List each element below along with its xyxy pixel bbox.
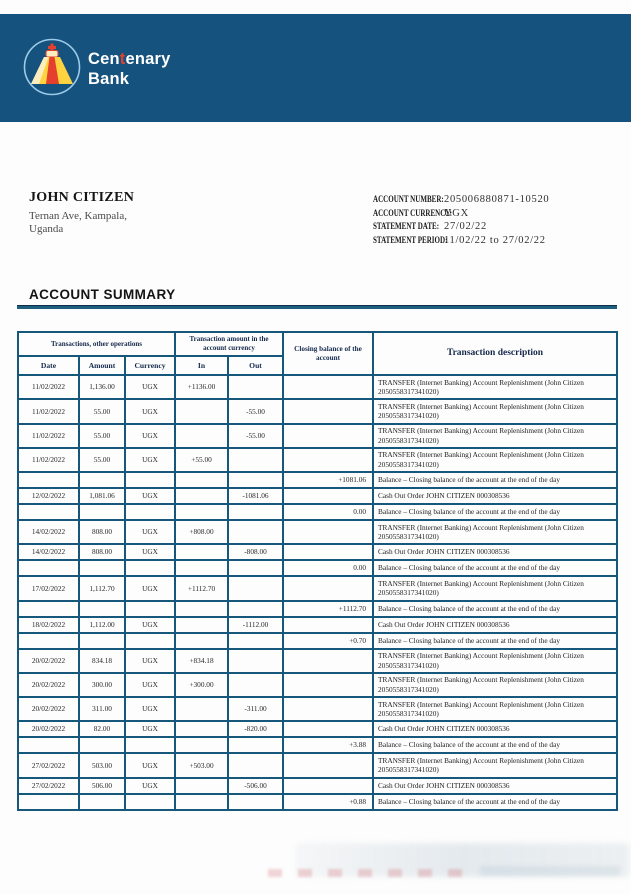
cell-amount: 300.00	[79, 673, 125, 697]
cell-closing-balance	[283, 399, 373, 423]
transaction-row	[18, 649, 617, 673]
cell-amount: 1,081.06	[79, 488, 125, 504]
detail-label: ACCOUNT NUMBER:	[373, 195, 444, 205]
cell-description: TRANSFER (Internet Banking) Account Replenishment (John Citizen 2050558317341020)	[373, 375, 617, 399]
bank-wordmark-line2: Bank	[88, 70, 130, 88]
cell-currency	[125, 504, 175, 520]
cell-in	[175, 560, 228, 576]
cell-amount: 82.00	[79, 721, 125, 737]
cell-in: +834.18	[175, 649, 228, 673]
cell-description: TRANSFER (Internet Banking) Account Replenishment (John Citizen 2050558317341020)	[373, 649, 617, 673]
cell-in: +1112.70	[175, 576, 228, 600]
transaction-row	[18, 601, 617, 617]
cell-currency: UGX	[125, 673, 175, 697]
cell-closing-balance	[283, 576, 373, 600]
cell-out	[228, 649, 283, 673]
transaction-row	[18, 472, 617, 488]
cell-out	[228, 633, 283, 649]
cell-in	[175, 737, 228, 753]
cell-amount: 1,136.00	[79, 375, 125, 399]
detail-label: STATEMENT PERIOD:	[373, 235, 448, 246]
bank-wordmark-line1	[88, 49, 171, 69]
cell-date	[18, 560, 79, 576]
transaction-row	[18, 448, 617, 472]
wordmark-post: enary	[125, 50, 171, 68]
cell-currency: UGX	[125, 488, 175, 504]
cell-date: 14/02/2022	[18, 520, 79, 544]
cell-in: +55.00	[175, 448, 228, 472]
transaction-row	[18, 520, 617, 544]
cell-description: TRANSFER (Internet Banking) Account Replenishment (John Citizen 2050558317341020)	[373, 753, 617, 777]
cell-date: 20/02/2022	[18, 721, 79, 737]
scan-artifact-gray-strip	[480, 866, 620, 876]
cell-currency	[125, 601, 175, 617]
header-amount-group: Transaction amount in the account currency	[175, 332, 283, 356]
cell-description: TRANSFER (Internet Banking) Account Replenishment (John Citizen 2050558317341020)	[373, 424, 617, 448]
cell-in	[175, 472, 228, 488]
detail-label: STATEMENT DATE:	[373, 222, 440, 232]
cell-currency	[125, 794, 175, 810]
cell-in	[175, 633, 228, 649]
cell-description: Balance – Closing balance of the account at the end of the day	[373, 560, 617, 576]
cell-amount: 311.00	[79, 697, 125, 721]
cell-currency: UGX	[125, 778, 175, 794]
transaction-row	[18, 504, 617, 520]
section-title: ACCOUNT SUMMARY	[29, 287, 176, 302]
account-holder-name: JOHN CITIZEN	[29, 190, 135, 205]
cell-currency: UGX	[125, 448, 175, 472]
cell-closing-balance	[283, 488, 373, 504]
cell-description: Balance – Closing balance of the account at the end of the day	[373, 633, 617, 649]
cell-closing-balance	[283, 697, 373, 721]
cell-description: TRANSFER (Internet Banking) Account Replenishment (John Citizen 2050558317341020)	[373, 576, 617, 600]
cell-out	[228, 448, 283, 472]
cell-in	[175, 794, 228, 810]
cell-currency: UGX	[125, 399, 175, 423]
account-detail-row	[373, 221, 623, 235]
cell-out: -506.00	[228, 778, 283, 794]
transaction-row	[18, 617, 617, 633]
cell-amount	[79, 560, 125, 576]
cell-in	[175, 617, 228, 633]
cell-description: TRANSFER (Internet Banking) Account Replenishment (John Citizen 2050558317341020)	[373, 448, 617, 472]
cell-amount	[79, 504, 125, 520]
cell-date	[18, 472, 79, 488]
cell-out	[228, 753, 283, 777]
cell-description: Balance – Closing balance of the account at the end of the day	[373, 472, 617, 488]
cell-in	[175, 504, 228, 520]
cell-description: Cash Out Order JOHN CITIZEN 000308536	[373, 721, 617, 737]
cell-in: +1136.00	[175, 375, 228, 399]
cell-description: Cash Out Order JOHN CITIZEN 000308536	[373, 778, 617, 794]
cell-currency	[125, 737, 175, 753]
cell-out	[228, 375, 283, 399]
cell-amount: 1,112.00	[79, 617, 125, 633]
centenary-bank-logo	[21, 36, 83, 98]
cell-date: 20/02/2022	[18, 673, 79, 697]
cell-closing-balance	[283, 721, 373, 737]
address-line-2: Uganda	[29, 223, 64, 235]
account-detail-row	[373, 208, 623, 222]
header-out: Out	[228, 356, 283, 375]
transaction-row	[18, 399, 617, 423]
transaction-row	[18, 673, 617, 697]
cell-closing-balance: 0.00	[283, 560, 373, 576]
table-header-group-row	[18, 332, 617, 356]
bank-wordmark	[88, 49, 171, 89]
transaction-row	[18, 633, 617, 649]
transactions-body	[18, 375, 617, 810]
cell-date: 18/02/2022	[18, 617, 79, 633]
cell-closing-balance: +3.88	[283, 737, 373, 753]
detail-value: 27/02/22	[444, 221, 487, 232]
account-details	[373, 194, 623, 248]
section-divider	[17, 305, 617, 309]
cell-currency: UGX	[125, 649, 175, 673]
cell-closing-balance	[283, 673, 373, 697]
cell-closing-balance: +1112.70	[283, 601, 373, 617]
transaction-row	[18, 576, 617, 600]
cell-in	[175, 601, 228, 617]
wordmark-accent: t	[119, 50, 126, 68]
header-band	[0, 14, 631, 122]
header-transactions-group: Transactions, other operations	[18, 332, 175, 356]
cell-out: -808.00	[228, 544, 283, 560]
cell-in: +808.00	[175, 520, 228, 544]
cell-description: TRANSFER (Internet Banking) Account Replenishment (John Citizen 2050558317341020)	[373, 399, 617, 423]
transaction-row	[18, 424, 617, 448]
wordmark-pre: Cen	[88, 50, 120, 68]
cell-amount: 1,112.70	[79, 576, 125, 600]
cell-in	[175, 488, 228, 504]
cell-closing-balance	[283, 617, 373, 633]
cell-currency	[125, 472, 175, 488]
cell-date	[18, 794, 79, 810]
cell-description: Balance – Closing balance of the account at the end of the day	[373, 504, 617, 520]
cell-out: -55.00	[228, 399, 283, 423]
cell-closing-balance	[283, 448, 373, 472]
cell-amount	[79, 633, 125, 649]
header-closing-balance: Closing balance of the account	[283, 332, 373, 375]
account-holder-block	[29, 190, 134, 236]
cell-date	[18, 601, 79, 617]
cell-out	[228, 673, 283, 697]
cell-closing-balance	[283, 424, 373, 448]
cell-closing-balance: +0.88	[283, 794, 373, 810]
cell-out: -1081.06	[228, 488, 283, 504]
account-holder-address	[29, 210, 134, 236]
cell-out	[228, 794, 283, 810]
transaction-row	[18, 697, 617, 721]
cell-amount: 55.00	[79, 448, 125, 472]
cell-in	[175, 399, 228, 423]
cell-date: 11/02/2022	[18, 448, 79, 472]
cell-description: Balance – Closing balance of the account at the end of the day	[373, 737, 617, 753]
transaction-row	[18, 721, 617, 737]
cell-currency: UGX	[125, 375, 175, 399]
cell-closing-balance	[283, 649, 373, 673]
cell-date	[18, 737, 79, 753]
cell-description: Balance – Closing balance of the account at the end of the day	[373, 601, 617, 617]
cell-amount: 808.00	[79, 544, 125, 560]
header-description: Transaction description	[373, 332, 617, 375]
cell-description: TRANSFER (Internet Banking) Account Replenishment (John Citizen 2050558317341020)	[373, 520, 617, 544]
transaction-row	[18, 753, 617, 777]
cell-description: Cash Out Order JOHN CITIZEN 000308536	[373, 488, 617, 504]
cell-description: Cash Out Order JOHN CITIZEN 000308536	[373, 544, 617, 560]
account-detail-row	[373, 194, 623, 208]
cell-date: 27/02/2022	[18, 753, 79, 777]
lamp-icon	[21, 36, 83, 98]
cell-in: +503.00	[175, 753, 228, 777]
cell-closing-balance	[283, 520, 373, 544]
cell-out	[228, 472, 283, 488]
cell-date: 20/02/2022	[18, 697, 79, 721]
header-amount: Amount	[79, 356, 125, 375]
cell-amount: 55.00	[79, 399, 125, 423]
detail-value: UGX	[444, 207, 469, 219]
cell-in	[175, 697, 228, 721]
detail-value: 11/02/22 to 27/02/22	[444, 234, 546, 246]
cell-closing-balance: 0.00	[283, 504, 373, 520]
cell-currency: UGX	[125, 576, 175, 600]
cell-out	[228, 520, 283, 544]
header-date: Date	[18, 356, 79, 375]
cell-currency: UGX	[125, 544, 175, 560]
cell-in	[175, 721, 228, 737]
cell-currency: UGX	[125, 617, 175, 633]
transaction-row	[18, 778, 617, 794]
cell-in	[175, 544, 228, 560]
cell-description: Balance – Closing balance of the account at the end of the day	[373, 794, 617, 810]
cell-currency: UGX	[125, 697, 175, 721]
cell-amount: 503.00	[79, 753, 125, 777]
cell-amount: 808.00	[79, 520, 125, 544]
cell-closing-balance: +0.70	[283, 633, 373, 649]
cell-closing-balance: +1081.06	[283, 472, 373, 488]
cell-closing-balance	[283, 753, 373, 777]
cell-amount	[79, 472, 125, 488]
cell-date: 11/02/2022	[18, 424, 79, 448]
cell-out: -820.00	[228, 721, 283, 737]
cell-in	[175, 778, 228, 794]
cell-date	[18, 504, 79, 520]
cell-currency: UGX	[125, 721, 175, 737]
cell-out: -1112.00	[228, 617, 283, 633]
cell-in	[175, 424, 228, 448]
header-currency: Currency	[125, 356, 175, 375]
cell-currency: UGX	[125, 424, 175, 448]
header-in: In	[175, 356, 228, 375]
cell-amount: 55.00	[79, 424, 125, 448]
cell-date: 12/02/2022	[18, 488, 79, 504]
cell-date: 11/02/2022	[18, 399, 79, 423]
detail-value: 205006880871-10520	[444, 194, 550, 205]
account-summary-table-wrap	[17, 331, 616, 811]
cell-date: 11/02/2022	[18, 375, 79, 399]
cell-closing-balance	[283, 375, 373, 399]
transaction-row	[18, 794, 617, 810]
account-summary-table	[17, 331, 618, 811]
cell-currency	[125, 633, 175, 649]
cell-closing-balance	[283, 778, 373, 794]
cell-out	[228, 737, 283, 753]
cell-amount	[79, 794, 125, 810]
cell-date: 20/02/2022	[18, 649, 79, 673]
cell-out	[228, 601, 283, 617]
cell-description: TRANSFER (Internet Banking) Account Replenishment (John Citizen 2050558317341020)	[373, 697, 617, 721]
cell-currency: UGX	[125, 753, 175, 777]
cell-date: 17/02/2022	[18, 576, 79, 600]
transaction-row	[18, 544, 617, 560]
cell-amount: 834.18	[79, 649, 125, 673]
cell-in: +300.00	[175, 673, 228, 697]
transaction-row	[18, 488, 617, 504]
transaction-row	[18, 375, 617, 399]
cell-closing-balance	[283, 544, 373, 560]
cell-out	[228, 504, 283, 520]
cell-out	[228, 576, 283, 600]
cell-description: Cash Out Order JOHN CITIZEN 000308536	[373, 617, 617, 633]
address-line-1: Ternan Ave, Kampala,	[29, 210, 127, 222]
cell-amount	[79, 601, 125, 617]
account-detail-row	[373, 235, 623, 249]
cell-out: -55.00	[228, 424, 283, 448]
cell-date: 27/02/2022	[18, 778, 79, 794]
detail-label: ACCOUNT CURRENCY:	[373, 208, 453, 219]
cell-out: -311.00	[228, 697, 283, 721]
cell-currency	[125, 560, 175, 576]
transaction-row	[18, 737, 617, 753]
scan-artifact-red-marks	[268, 869, 468, 877]
cell-description: TRANSFER (Internet Banking) Account Replenishment (John Citizen 2050558317341020)	[373, 673, 617, 697]
transaction-row	[18, 560, 617, 576]
cell-amount: 506.00	[79, 778, 125, 794]
cell-amount	[79, 737, 125, 753]
cell-currency: UGX	[125, 520, 175, 544]
cell-date: 14/02/2022	[18, 544, 79, 560]
cell-date	[18, 633, 79, 649]
cell-out	[228, 560, 283, 576]
